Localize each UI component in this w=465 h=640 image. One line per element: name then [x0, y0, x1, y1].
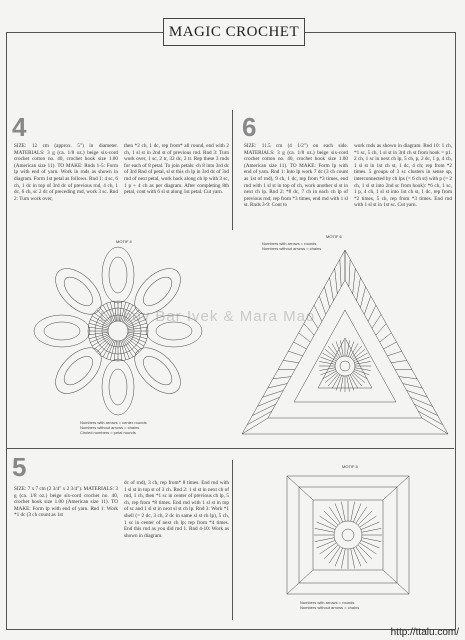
pattern-4-text-col2: then *2 ch, 1 dc, rep from* all round, end with 2 ch, 1 sl st in 2nd st of previous rnd. Rnd 3: Turn work over, 1 sc, 2 tr, 32 dc, 2 tr. Rep these 3 rnds for each of 8 petal. To join petals: ch 8 into 3rd dc of 3rd Rnd of petal, sl st this ch lp in 3rd dc of 3rd rnd of next petal, work back along ch lp with 3 sc, 1 p + 4 ch as per diagram. After completing 8th petal, cont with 6 sl st along 1st petal. Cut yarn.	[124, 143, 229, 196]
motif-6-caption-2: Numbers without arrows = chains	[262, 246, 322, 251]
motif-4-caption-3: Circled numbers = petal rounds	[80, 430, 136, 435]
pattern-5-text-col2: dc of rnd), 3 ch, rep from* 8 times. End rnd with 1 sl st in top st of 3 ch. Rnd 2: 1 sl st in next ch of rnd, 1 ch, then *1 sc in center of previous ch lp, 5 ch, rep from *8 times. End rnd with 1 sl st in top of sc and 1 sl st in next sl st ch lp. Rnd 3: Work *1 shell (= 2 dc, 3 ch, 2 dc in same sl st ch lp), 5 ch, 1 sc in center of next ch lp; rep from *4 times. End this rnd as you did rnd 1. Rnd 4-10: Work as shown in diagram.	[124, 480, 229, 539]
pattern-number-5: 5	[12, 452, 27, 482]
site-url[interactable]: http://ttalu.com/	[390, 627, 459, 638]
divider-middle	[6, 448, 454, 449]
divider-vertical-bottom	[232, 460, 233, 620]
motif-4-diagram	[18, 244, 218, 418]
motif-6-caption-1: Numbers with arrows = rounds	[262, 241, 317, 246]
motif-4-label: MOTIF 4	[116, 239, 132, 244]
divider-top-left	[6, 32, 163, 33]
motif-6-diagram	[236, 238, 454, 444]
divider-vertical-top	[232, 110, 233, 230]
pattern-number-4: 4	[12, 112, 27, 142]
watermark-text: Ljubov Bar Ivek & Mara Mao	[100, 308, 316, 325]
motif-5-caption-1: Numbers with arrows = rounds	[300, 600, 355, 605]
pattern-5-text-col1: SIZE: 7 x 7 cm (2 3/4" x 2 3/4"). MATERIALS: 3 g (ca. 1/8 oz.) beige six-cord crochet no. 40, crochet hook size 1.00 (American size 11). TO MAKE: Form lp with end of yarn. Rnd 1: Work *1 dc (3 ch count as 1st	[14, 486, 118, 519]
divider-top-right	[303, 32, 454, 33]
page-title: MAGIC CROCHET	[168, 23, 300, 40]
pattern-6-text-col2: work rnds as shown in diagram. Rnd 10: 1 ch, *1 sc, 5 ch, 1 sl st in 3rd ch st from hook = p1. 2 ch, 1 sc in next ch lp, 5 ch, p, 2 dc, 1 p, 4 ch, 1 sl st in 1st ch st, 1 dc, 4 ch; rep from *2 times. 5 groups of 3 sc clusters in sense sp, interconnected by ch lps (= 6 ch st) with p (= 2 ch, 1 sl st into 2nd sc from hook): *6 ch, 1 sc, 1 p, 4 ch, 1 sl st into 1st ch st, 1 dc, rep from *2 times, 5 ch, rep from *3 times. End rnd with 1 sl st in 1st sc. Cut yarn.	[354, 143, 452, 209]
pattern-6-text-col1: SIZE: 11.5 cm (4 1/2") on each side. MATERIALS: 3 g (ca. 1/8 oz.) beige six-cord crochet cotton no. 40, crochet hook size 1.00 (American size 11). TO MAKE: Form lp with end of yarn. Rnd 1: Into lp work 7 dc (3 ch count as 1st of rnd), 9 ch, 1 dc, rep from *3 times, end rnd with 1 sl st in top of ch, work another sl st in next ch lp. Rnd 2: *8 dc, 7 ch in each ch lp of previous rnd; rep from *3 times, end rnd with 1 sl st. Rnds 3-9: Cont to	[244, 143, 348, 209]
pattern-4-text-col1: SIZE: 12 cm (approx. 5") in diameter. MATERIALS: 3 g (ca. 1/8 oz.) beige six-cord crochet cotton no. 40, crochet hook size 1.00 (American size 11). TO MAKE: Rnds 1-5: Form lp with end of yarn. Work in rnds as shown in diagram. Form 1st petal as follows. Rnd 1: 4 sc, 6 ch, 1 dc in top of 3rd dc of previous rnd, 4 ch, 1 dc, 6 ch, sc 2 dc of preceding rnd, work 3 sc. Rnd 2: Turn work over,	[14, 143, 118, 202]
motif-5-label: MOTIF 5	[342, 464, 358, 469]
motif-4-caption-1: Numbers with arrows = center rounds	[80, 420, 147, 425]
motif-5-caption-2: Numbers without arrows = chains	[300, 605, 360, 610]
header-title-box	[163, 18, 305, 46]
motif-4-caption-2: Numbers without arrows = chains	[80, 425, 140, 430]
motif-5-diagram	[283, 472, 413, 598]
pattern-number-6: 6	[242, 112, 257, 142]
motif-6-label: MOTIF 6	[326, 234, 342, 239]
